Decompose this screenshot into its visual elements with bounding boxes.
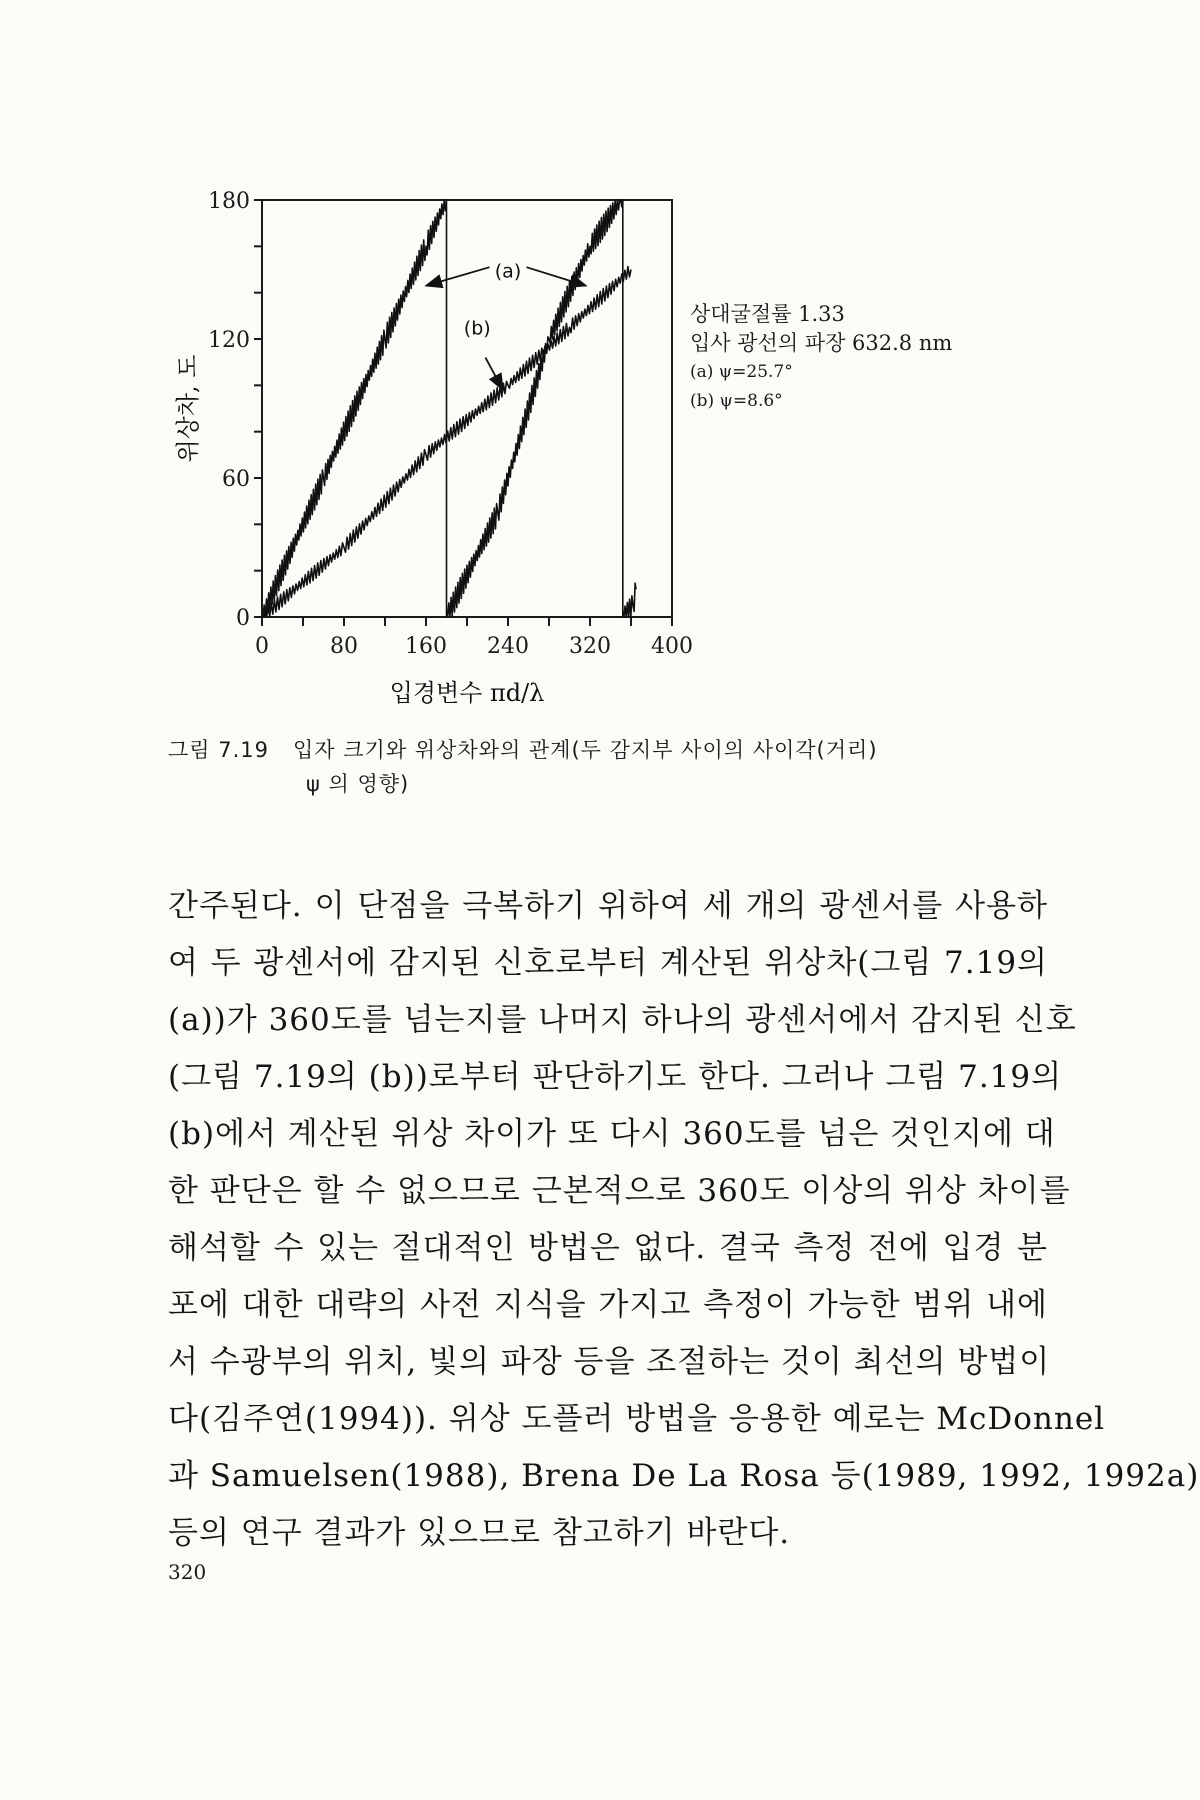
paragraph-line: 여 두 광센서에 감지된 신호로부터 계산된 위상차(그림 7.19의: [168, 945, 1048, 981]
paragraph-line: 해석할 수 있는 절대적인 방법은 없다. 결국 측정 전에 입경 분: [168, 1230, 1048, 1266]
caption-number: 그림 7.19: [168, 738, 270, 762]
paragraph-line: (a))가 360도를 넘는지를 나머지 하나의 광센서에서 감지된 신호: [168, 1002, 1077, 1038]
paragraph-line: (b)에서 계산된 위상 차이가 또 다시 360도를 넘은 것인지에 대: [168, 1116, 1056, 1152]
paragraph-line: 등의 연구 결과가 있으므로 참고하기 바란다.: [168, 1515, 791, 1551]
x-tick-label: 240: [487, 634, 529, 659]
series-a-line: [262, 200, 636, 617]
paragraph-line: 다(김주연(1994)). 위상 도플러 방법을 응용한 예로는 McDonnel: [168, 1401, 1106, 1437]
x-tick-label: 400: [651, 634, 693, 659]
x-tick-label: 0: [255, 634, 269, 659]
y-tick-label: 120: [208, 328, 250, 353]
paragraph-line: 서 수광부의 위치, 빛의 파장 등을 조절하는 것이 최선의 방법이: [168, 1344, 1051, 1380]
axis-ticks: [208, 189, 693, 659]
caption-text-line2: ψ 의 영향): [306, 772, 410, 796]
annotation-b-label: (b): [463, 317, 491, 340]
figure-caption: [168, 733, 1068, 801]
annotation-a-arrow-left: [426, 267, 490, 286]
paragraph-line: 과 Samuelsen(1988), Brena De La Rosa 등(1989, 1992, 1992a): [168, 1458, 1200, 1494]
legend-series-b: (b) ψ=8.6°: [690, 391, 783, 411]
plot-frame: [262, 200, 672, 617]
phase-difference-chart: [0, 0, 1200, 720]
x-tick-label: 160: [405, 634, 447, 659]
y-tick-label: 60: [222, 467, 250, 492]
x-tick-label: 320: [569, 634, 611, 659]
legend-refractive-index: 상대굴절률 1.33: [690, 302, 845, 326]
y-axis-label: 위상차, 도: [174, 354, 202, 463]
paragraph-line: (그림 7.19의 (b))로부터 판단하기도 한다. 그러나 그림 7.19의: [168, 1059, 1063, 1095]
plot-border: [262, 200, 672, 617]
chart-legend: [690, 300, 952, 416]
series-group: [262, 200, 636, 617]
annotation-a-label: (a): [494, 260, 522, 283]
paragraph-line: 포에 대한 대략의 사전 지식을 가지고 측정이 가능한 범위 내에: [168, 1287, 1048, 1323]
body-paragraph: [168, 878, 1200, 1562]
legend-series-a: (a) ψ=25.7°: [690, 362, 793, 382]
annotations: [426, 261, 586, 390]
page-number: 320: [168, 1560, 207, 1584]
annotation-b-arrow: [485, 358, 502, 390]
y-tick-label: 180: [208, 189, 250, 214]
x-axis-label: 입경변수 πd/λ: [389, 679, 545, 707]
y-tick-label: 0: [236, 606, 250, 631]
legend-wavelength: 입사 광선의 파장 632.8 nm: [690, 331, 953, 355]
paragraph-line: 간주된다. 이 단점을 극복하기 위하여 세 개의 광센서를 사용하: [168, 888, 1048, 924]
caption-text-line1: 입자 크기와 위상차와의 관계(두 감지부 사이의 사이각(거리): [293, 738, 878, 762]
x-tick-label: 80: [330, 634, 358, 659]
paragraph-line: 한 판단은 할 수 없으므로 근본적으로 360도 이상의 위상 차이를: [168, 1173, 1071, 1209]
